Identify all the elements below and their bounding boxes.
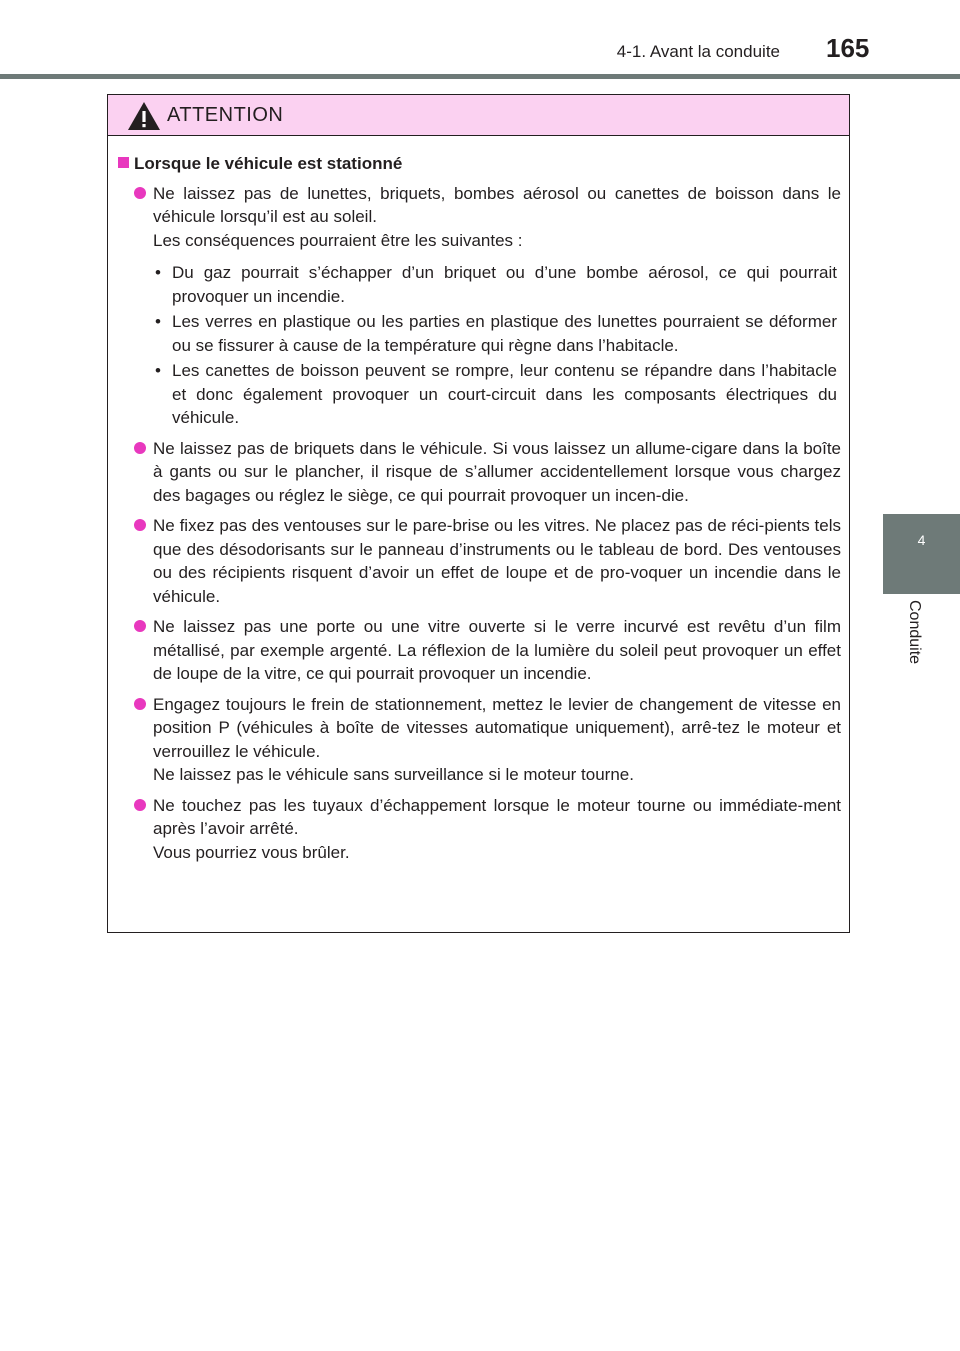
attention-body xyxy=(108,136,849,864)
chapter-tab-number: 4 xyxy=(917,532,926,548)
consequence-item: • Les canettes de boisson peuvent se rompre, leur contenu se répandre dans l’habitacle et donc également provoquer un court-circuit dans les composants électriques du véhicule. xyxy=(155,361,837,427)
attention-header xyxy=(108,95,849,136)
page-number: 165 xyxy=(826,33,870,63)
small-bullet-icon: • xyxy=(155,263,161,282)
warning-text: Ne touchez pas les tuyaux d’échappement lorsque le moteur tourne ou immédiate-ment après l’avoir arrêté. xyxy=(153,795,841,838)
warning-text: Ne laissez pas de lunettes, briquets, bombes aérosol ou canettes de boisson dans le véhicule lorsqu’il est au soleil. xyxy=(153,183,841,226)
consequence-item: • Les verres en plastique ou les parties en plastique des lunettes pourraient se déformer ou se fissurer à cause de la température qui règne dans l’habitacle. xyxy=(155,312,837,355)
attention-title: ATTENTION xyxy=(167,104,284,126)
warning-item xyxy=(118,693,841,787)
chapter-tab xyxy=(883,514,960,594)
warning-item xyxy=(118,182,841,430)
section-title: 4-1. Avant la conduite xyxy=(616,42,780,61)
section-heading-text: Lorsque le véhicule est stationné xyxy=(134,154,403,173)
warning-triangle-icon xyxy=(127,101,161,131)
warning-text: Ne laissez pas de briquets dans le véhicule. Si vous laissez un allume-cigare dans la boîte à gants ou sur le plancher, il risque de s’allumer accidentellement lorsque vous chargez des bagages ou réglez le siège, ce qui pourrait provoquer un incen-die. xyxy=(153,438,841,505)
bullet-icon xyxy=(134,519,146,531)
warning-item xyxy=(118,615,841,686)
warning-text: Ne laissez pas une porte ou une vitre ouverte si le verre incurvé est revêtu d’un film métallisé, par exemple argenté. La réflexion de la lumière du soleil peut provoquer un effet de loupe de la vitre, ce qui pourrait provoquer un incendie. xyxy=(153,617,841,683)
consequence-list xyxy=(153,261,841,430)
warning-item xyxy=(118,437,841,508)
bullet-icon xyxy=(134,799,146,811)
chapter-tab-label: Conduite xyxy=(906,600,923,665)
header-rule xyxy=(0,74,960,79)
warning-item xyxy=(118,794,841,865)
square-bullet-icon xyxy=(118,157,129,168)
small-bullet-icon: • xyxy=(155,361,161,380)
warning-text: Les conséquences pourraient être les suivantes : xyxy=(153,230,523,250)
warning-text: Engagez toujours le frein de stationnement, mettez le levier de changement de vitesse en position P (véhicules à boîte de vitesses automatique uniquement), arrê-tez le moteur et verrouillez le véhicule. xyxy=(153,694,841,761)
attention-box xyxy=(107,94,850,933)
small-bullet-icon: • xyxy=(155,312,161,331)
bullet-icon xyxy=(134,698,146,710)
section-heading xyxy=(118,152,841,176)
bullet-icon xyxy=(134,442,146,454)
warning-text: Ne fixez pas des ventouses sur le pare-brise ou les vitres. Ne placez pas de réci-pients tels que des désodorisants sur le panneau d’instruments ou le tableau de bord. Des ventouses ou des récipients risquent d’avoir un effet de loupe et de pro-voquer un incendie dans le véhicule. xyxy=(153,516,841,606)
consequence-item: • Du gaz pourrait s’échapper d’un briquet ou d’une bombe aérosol, ce qui pourrait provoquer un incendie. xyxy=(155,263,837,306)
bullet-icon xyxy=(134,187,146,199)
warning-item xyxy=(118,514,841,608)
bullet-icon xyxy=(134,620,146,632)
warning-text: Vous pourriez vous brûler. xyxy=(153,842,350,862)
warning-text: Ne laissez pas le véhicule sans surveillance si le moteur tourne. xyxy=(153,765,634,784)
